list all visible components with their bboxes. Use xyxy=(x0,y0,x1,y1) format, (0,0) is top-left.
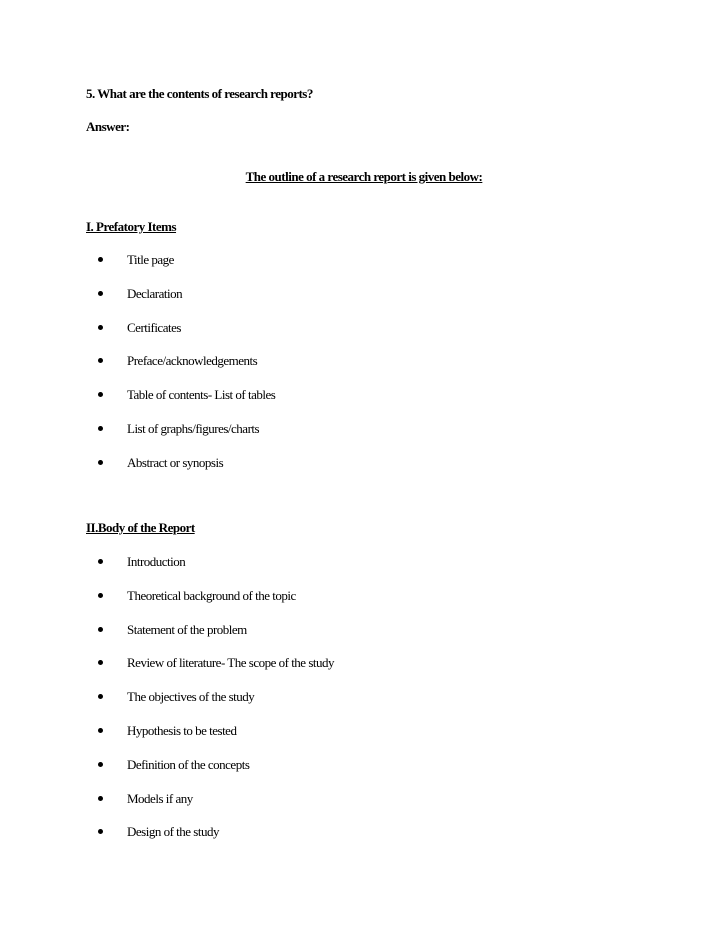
bullet-icon xyxy=(98,627,103,632)
section-heading-body-of-report: II.Body of the Report xyxy=(86,520,195,535)
bullet-icon xyxy=(98,829,103,834)
list-item-text: Abstract or synopsis xyxy=(127,454,224,470)
bullet-icon xyxy=(98,426,103,431)
list-item-text: Declaration xyxy=(127,285,183,301)
list-item-text: Design of the study xyxy=(127,824,219,840)
list-item-text: Models if any xyxy=(127,790,193,806)
bullet-icon xyxy=(98,460,103,465)
list-item-text: Statement of the problem xyxy=(127,621,247,637)
list-item-text: Definition of the concepts xyxy=(127,756,250,772)
list-item-text: Hypothesis to be tested xyxy=(127,722,237,738)
bullet-icon xyxy=(98,694,103,699)
bullet-icon xyxy=(98,796,103,801)
list-item-text: Certificates xyxy=(127,319,181,335)
bullet-icon xyxy=(98,358,103,363)
section-heading-prefatory-items: I. Prefatory Items xyxy=(86,219,177,234)
bullet-icon xyxy=(98,559,103,564)
list-item-text: Preface/acknowledgements xyxy=(127,353,258,369)
bullet-icon xyxy=(98,325,103,330)
bullet-icon xyxy=(98,257,103,262)
list-item-text: The objectives of the study xyxy=(127,689,255,705)
bullet-icon xyxy=(98,728,103,733)
answer-label: Answer: xyxy=(86,119,130,134)
outline-heading-text: The outline of a research report is given below: xyxy=(245,169,483,184)
outline-heading xyxy=(0,169,728,185)
bullet-icon xyxy=(98,392,103,397)
bullet-icon xyxy=(98,660,103,665)
list-item-text: Table of contents- List of tables xyxy=(127,387,276,403)
bullet-icon xyxy=(98,762,103,767)
list-item-text: Review of literature- The scope of the study xyxy=(127,655,334,671)
bullet-icon xyxy=(98,291,103,296)
list-item-text: Title page xyxy=(127,252,174,267)
list-item-text: Theoretical background of the topic xyxy=(127,587,296,603)
list-item-text: List of graphs/figures/charts xyxy=(127,420,260,436)
question-heading: 5. What are the contents of research reports? xyxy=(86,86,313,101)
bullet-icon xyxy=(98,593,103,598)
list-item-text: Introduction xyxy=(127,554,186,569)
